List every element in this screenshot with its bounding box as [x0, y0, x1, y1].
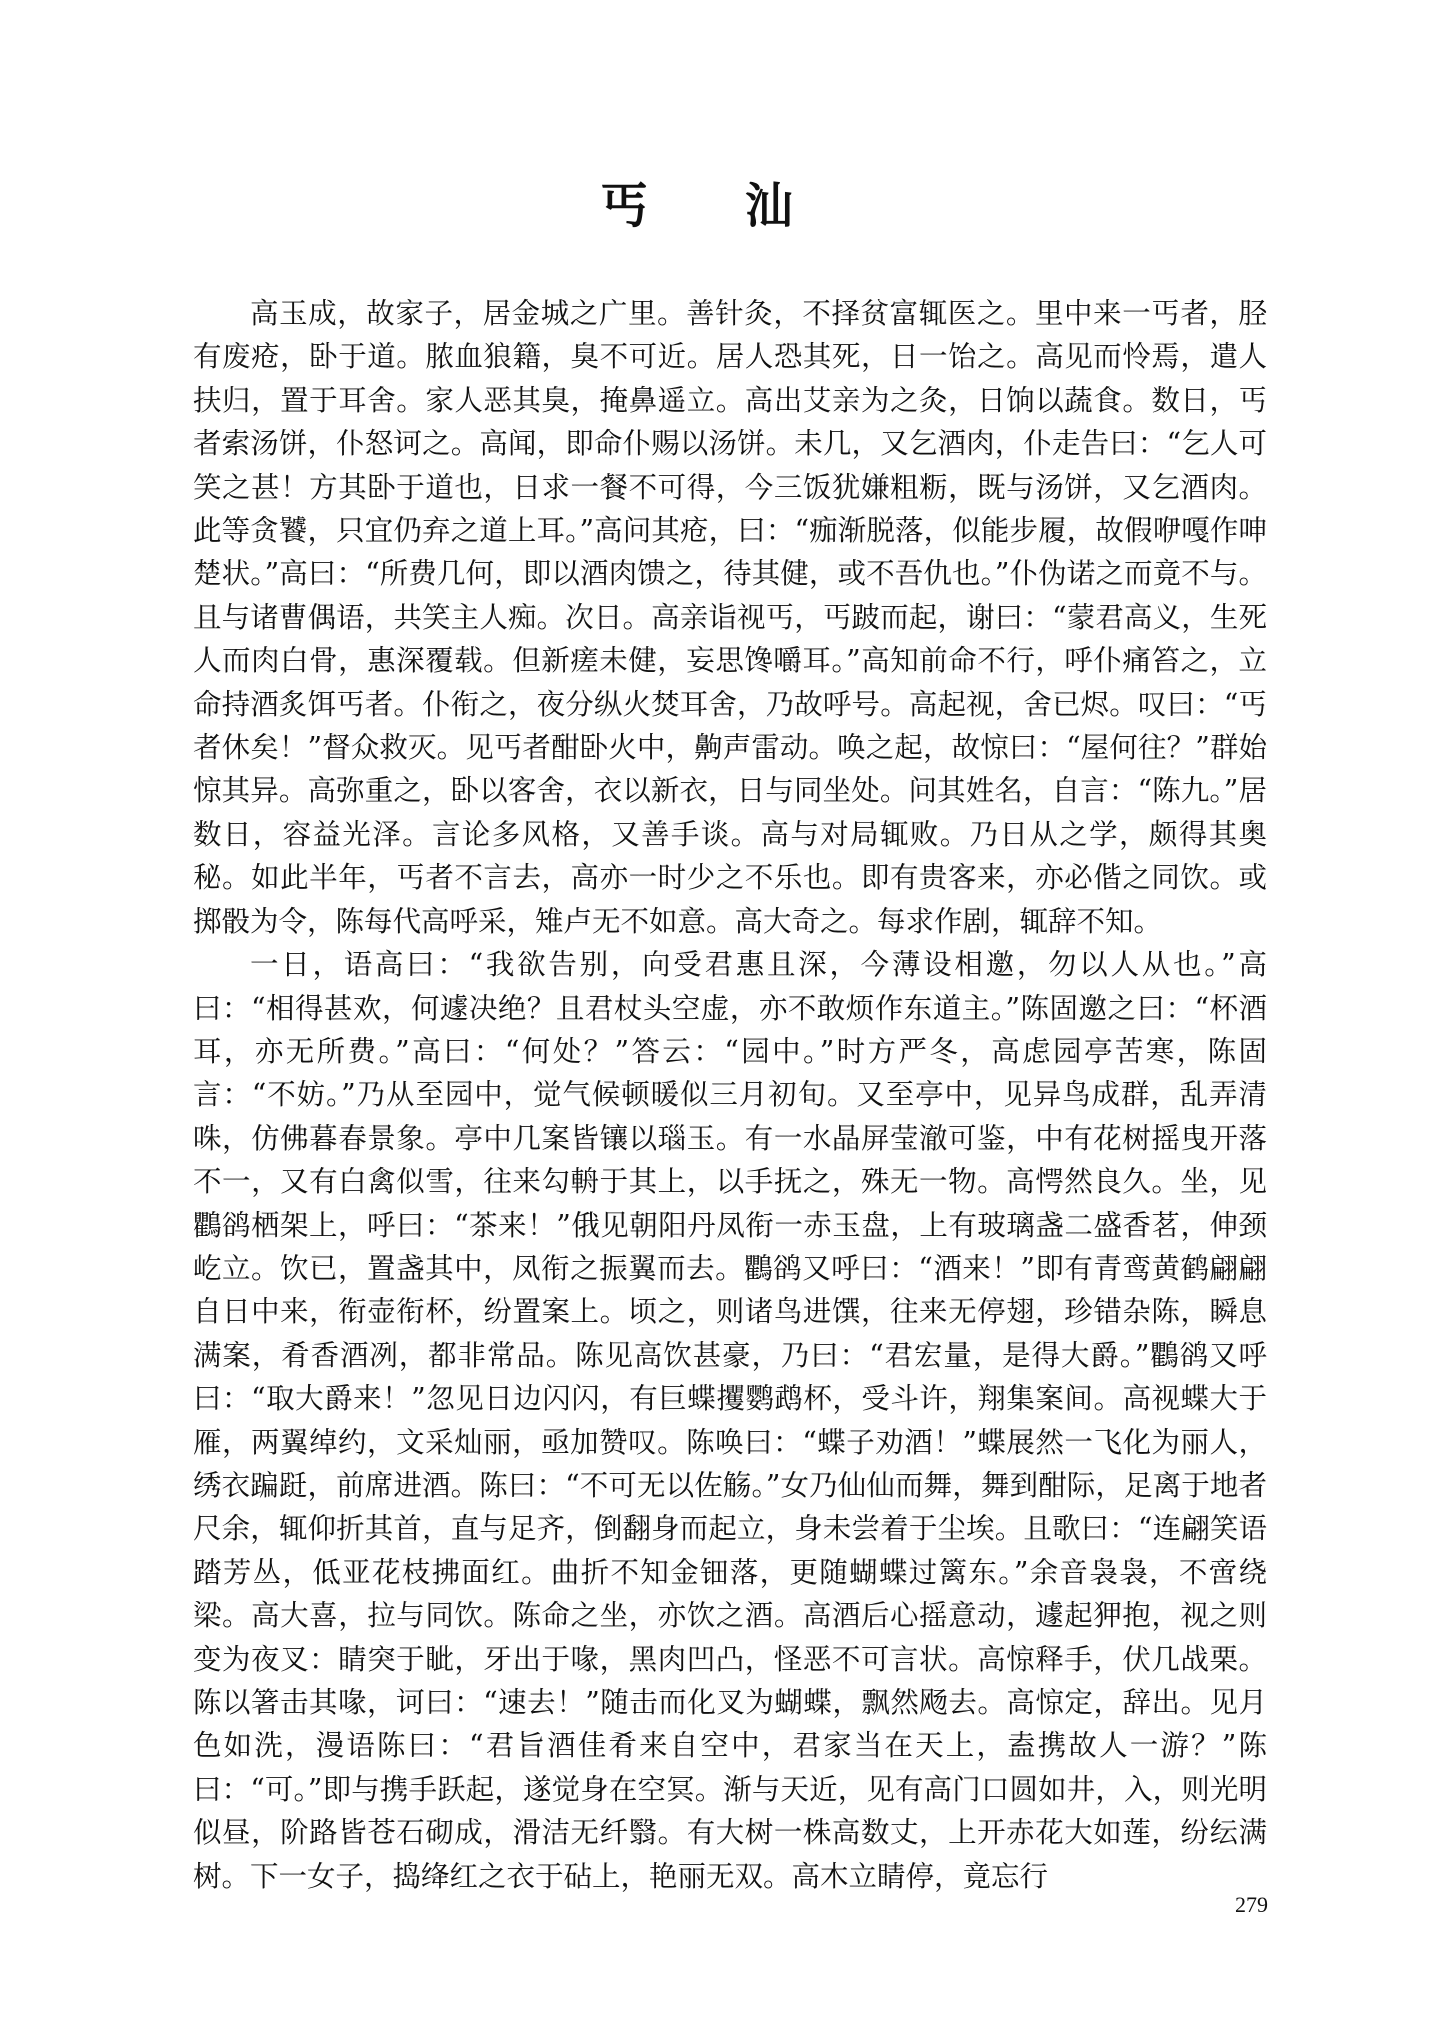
paragraph-1: 高玉成，故家子，居金城之广里。善针灸，不择贫富辄医之。里中来一丐者，胫有废疮，卧于道。脓血狼籍，臭不可近。居人恐其死，日一饴之。高见而怜焉，遣人扶归，置于耳舍。家人恶其臭，掩鼻遥立。高出艾亲为之灸，日饷以蔬食。数日，丐者索汤饼，仆怒诃之。高闻，即命仆赐以汤饼。未几，又乞酒肉，仆走告曰：“乞人可笑之甚！方其卧于道也，日求一餐不可得，今三饭犹嫌粗粝，既与汤饼，又乞酒肉。此等贪饕，只宜仍弃之道上耳。”高问其疮，曰：“痂渐脱落，似能步履，故假咿嘎作呻楚状。”高曰：“所费几何，即以酒肉馈之，待其健，或不吾仇也。”仆伪诺之而竟不与。且与诸曹偶语，共笑主人痴。次日。高亲诣视丐，丐跛而起，谢曰：“蒙君高义，生死人而肉白骨，惠深覆载。但新瘥未健，妄思馋嚼耳。”高知前命不行，呼仆痛笞之，立命持酒炙饵丐者。仆衔之，夜分纵火焚耳舍，乃故呼号。高起视，舍已烬。叹曰：“丐者休矣！”督众救灭。见丐者酣卧火中，齁声雷动。唤之起，故惊曰：“屋何往？”群始惊其异。高弥重之，卧以客舍，衣以新衣，日与同坐处。问其姓名，自言：“陈九。”居数日，容益光泽。言论多风格，又善手谈。高与对局辄败。乃日从之学，颇得其奥秘。如此半年，丐者不言去，高亦一时少之不乐也。即有贵客来，亦必偕之同饮。或掷骰为令，陈每代高呼采，雉卢无不如意。高大奇之。每求作剧，辄辞不知。: [193, 297, 1267, 938]
paragraph-2: 一日，语高曰：“我欲告别，向受君惠且深，今薄设相邀，勿以人从也。”高曰：“相得甚欢，何遽决绝？且君杖头空虚，亦不敢烦作东道主。”陈固邀之曰：“杯酒耳，亦无所费。”高曰：“何处？”答云：“园中。”时方严冬，高虑园亭苦寒，陈固言：“不妨。”乃从至园中，觉气候顿暖似三月初旬。又至亭中，见异鸟成群，乱弄清咮，仿佛暮春景象。亭中几案皆镶以瑙玉。有一水晶屏莹澈可鉴，中有花树摇曳开落不一，又有白禽似雪，往来勾輈于其上，以手抚之，殊无一物。高愕然良久。坐，见鸜鹆栖架上，呼曰：“茶来！”俄见朝阳丹凤衔一赤玉盘，上有玻璃盏二盛香茗，伸颈屹立。饮已，置盏其中，凤衔之振翼而去。鸜鹆又呼曰：“酒来！”即有青鸾黄鹤翩翩自日中来，衔壶衔杯，纷置案上。顷之，则诸鸟进馔，往来无停翅，珍错杂陈，瞬息满案，肴香酒冽，都非常品。陈见高饮甚豪，乃曰：“君宏量，是得大爵。”鸜鹆又呼曰：“取大爵来！”忽见日边闪闪，有巨蝶攫鹦鹉杯，受斗许，翔集案间。高视蝶大于雁，两翼绰约，文采灿丽，亟加赞叹。陈唤曰：“蝶子劝酒！”蝶展然一飞化为丽人，绣衣蹁跹，前席进酒。陈曰：“不可无以佐觞。”女乃仙仙而舞，舞到酣际，足离于地者尺余，辄仰折其首，直与足齐，倒翻身而起立，身未尝着于尘埃。且歌曰：“连翩笑语踏芳丛，低亚花枝拂面红。曲折不知金钿落，更随蝴蝶过篱东。”余音袅袅，不啻绕梁。高大喜，拉与同饮。陈命之坐，亦饮之酒。高酒后心摇意动，遽起狎抱，视之则变为夜叉：睛突于眦，牙出于喙，黑肉凹凸，怪恶不可言状。高惊释手，伏几战栗。陈以箸击其喙，诃曰：“速去！”随击而化叉为蝴蝶，飘然飏去。高惊定，辞出。见月色如洗，漫语陈曰：“君旨酒佳肴来自空中，君家当在天上，盍携故人一游？”陈曰：“可。”即与携手跃起，遂觉身在空冥。渐与天近，见有高门口圆如井，入，则光明似昼，阶路皆苍石砌成，滑洁无纤翳。有大树一株高数丈，上开赤花大如莲，纷纭满树。下一女子，捣绛红之衣于砧上，艳丽无双。高木立睛停，竟忘行: [193, 948, 1267, 1893]
page-number: 279: [1235, 1892, 1268, 1917]
body-text: [193, 292, 1267, 1898]
chapter-title: 丐 汕: [600, 178, 833, 234]
